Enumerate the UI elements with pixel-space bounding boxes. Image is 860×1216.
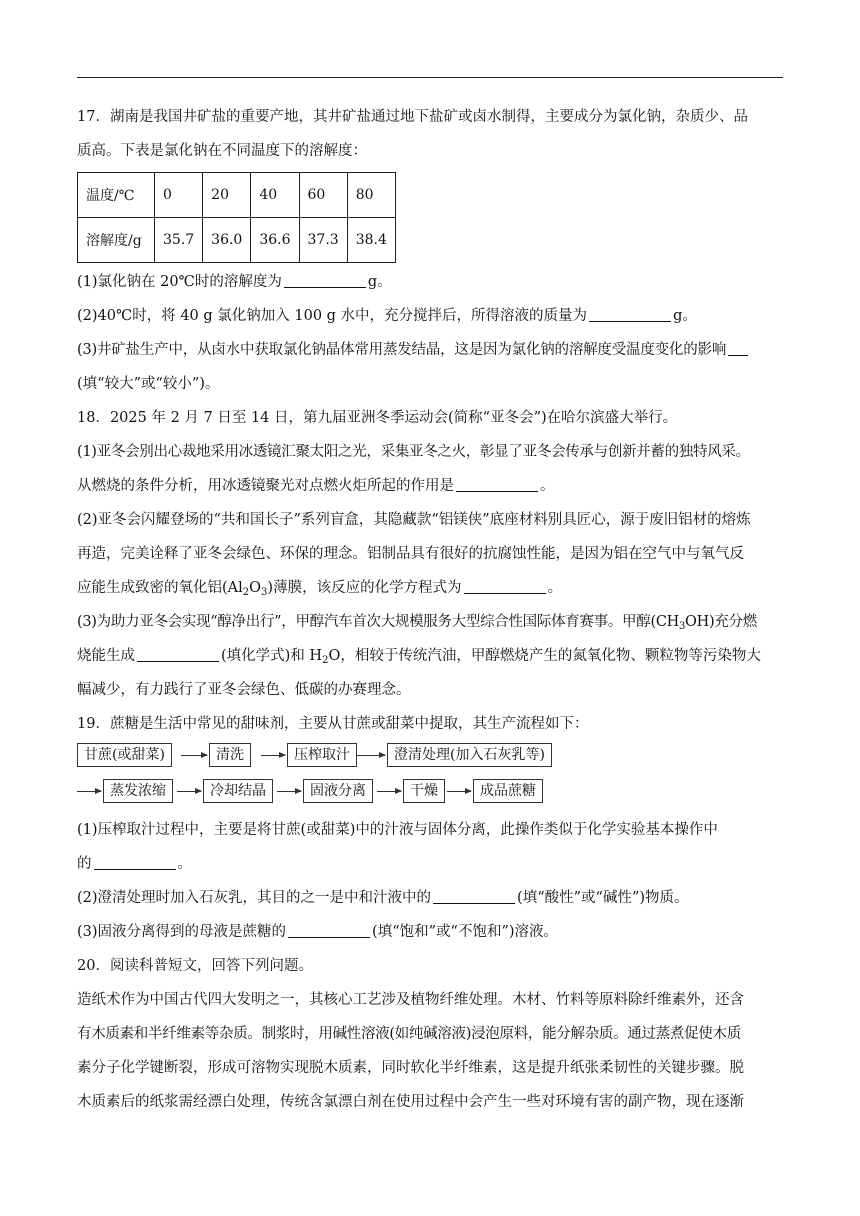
answer-blank[interactable] — [464, 579, 546, 594]
q19-part2 — [77, 881, 783, 915]
q18-part3-text-b: OH)充分燃 — [685, 614, 757, 630]
flow-step-press: 压榨取汁 — [287, 743, 357, 767]
answer-blank[interactable] — [94, 855, 176, 870]
q18-part1-text: 从燃烧的条件分析，用冰透镜聚光对点燃火炬所起的作用是 — [77, 478, 454, 494]
q18-part2-end: 。 — [547, 580, 563, 596]
answer-blank[interactable] — [456, 477, 538, 492]
table-cell: 0 — [155, 173, 203, 218]
q17-part2 — [77, 299, 783, 333]
flow-arrow — [447, 791, 471, 792]
q18-part3-line1 — [77, 605, 783, 639]
q20-passage-line3: 素分子化学键断裂，形成可溶物实现脱木质素，同时软化半纤维素，这是提升纸张柔韧性的关键步骤。脱 — [77, 1060, 744, 1076]
flow-step-product: 成品蔗糖 — [473, 779, 543, 803]
q18-part3-text-d: (填化学式)和 H — [221, 648, 323, 664]
flow-arrow — [277, 791, 301, 792]
q17-part1-text: (1)氯化钠在 20℃时的溶解度为 — [77, 274, 282, 290]
q17-stem-line2: 质高。下表是氯化钠在不同温度下的溶解度： — [77, 143, 367, 159]
q19-part1-line2 — [77, 847, 783, 881]
q17-part3-text: (3)井矿盐生产中，从卤水中获取氯化钠晶体常用蒸发结晶，这是因为氯化钠的溶解度受温度变化的影响 — [77, 342, 727, 358]
q18-part2-line1: (2)亚冬会闪耀登场的“共和国长子”系列盲盒，其隐藏款“铝镁侠”底座材料别具匠心，源于废旧铝材的熔炼 — [77, 512, 751, 528]
flow-step-clarify: 澄清处理(加入石灰乳等) — [387, 743, 552, 767]
q17-part3 — [77, 333, 783, 367]
q19-part3-text: (3)固液分离得到的母液是蔗糖的 — [77, 924, 287, 940]
q18-part2-text-c: )薄膜，该反应的化学方程式为 — [267, 580, 462, 596]
table-row — [78, 173, 396, 218]
q20-passage-line2: 有木质素和半纤维素等杂质。制浆时，用碱性溶液(如纯碱溶液)浸泡原料，能分解杂质。通过蒸煮促使木质 — [77, 1026, 741, 1042]
q17-part2-text: (2)40℃时，将 40 g 氯化钠加入 100 g 水中，充分搅拌后，所得溶液的质量为 — [77, 308, 588, 324]
table-cell: 36.0 — [203, 218, 251, 263]
q19-part2-text: (2)澄清处理时加入石灰乳，其目的之一是中和汁液中的 — [77, 890, 432, 906]
q19-part2-hint: (填“酸性”或“碱性”)物质。 — [517, 890, 689, 906]
q20-passage-line4: 木质素后的纸浆需经漂白处理，传统含氯漂白剂在使用过程中会产生一些对环境有害的副产物，现在逐渐 — [77, 1094, 744, 1110]
q18-part1-line2 — [77, 469, 783, 503]
q18-part3-text-e: O，相较于传统汽油，甲醇燃烧产生的氮氧化物、颗粒物等污染物大 — [328, 648, 761, 664]
q20-passage-line1: 造纸术作为中国古代四大发明之一，其核心工艺涉及植物纤维处理。木材、竹料等原料除纤维素外，还含 — [77, 992, 744, 1008]
flow-arrow — [261, 755, 285, 756]
flow-step-wash: 清洗 — [209, 743, 251, 767]
q19-part3 — [77, 915, 783, 949]
answer-blank[interactable] — [284, 273, 366, 288]
q18-part3-line2 — [77, 639, 783, 673]
table-row — [78, 218, 396, 263]
q18-part2-text-b: O — [249, 580, 262, 596]
q18-part2-line3 — [77, 571, 783, 605]
q18-part3-text-a: (3)为助力亚冬会实现“醇净出行”，甲醇汽车首次大规模服务大型综合性国际体育赛事。甲醇(CH — [77, 614, 679, 630]
header-rule — [77, 77, 783, 78]
flow-arrow — [77, 791, 101, 792]
flow-step-crystallize: 冷却结晶 — [203, 779, 273, 803]
answer-blank[interactable] — [589, 307, 671, 322]
q19-part1-text: 的 — [77, 856, 92, 872]
flow-arrow — [181, 755, 207, 756]
q18-part2-text-a: 应能生成致密的氧化铝(Al — [77, 580, 243, 596]
table-header-temperature: 温度/℃ — [78, 173, 155, 218]
table-cell: 36.6 — [251, 218, 299, 263]
table-cell: 35.7 — [155, 218, 203, 263]
flow-arrow — [357, 755, 385, 756]
flow-step-separate: 固液分离 — [303, 779, 373, 803]
document-page — [77, 100, 783, 1119]
solubility-table — [77, 172, 396, 263]
answer-blank[interactable] — [728, 341, 748, 356]
subscript: 2 — [322, 655, 329, 666]
q17-part1-unit: g。 — [367, 274, 392, 290]
subscript: 3 — [261, 587, 268, 598]
answer-blank[interactable] — [137, 647, 219, 662]
table-header-solubility: 溶解度/g — [78, 218, 155, 263]
table-cell: 80 — [347, 173, 395, 218]
q18-part1-line1: (1)亚冬会别出心裁地采用冰透镜汇聚太阳之光，采集亚冬之火，彰显了亚冬会传承与创新并蓄的独特风采。 — [77, 444, 750, 460]
table-cell: 37.3 — [299, 218, 347, 263]
flow-step-raw-material: 甘蔗(或甜菜) — [77, 743, 172, 767]
q18-stem: 18．2025 年 2 月 7 日至 14 日，第九届亚洲冬季运动会(简称“亚冬会”)在哈尔滨盛大举行。 — [77, 410, 678, 426]
flow-arrow — [177, 791, 201, 792]
table-cell: 20 — [203, 173, 251, 218]
flow-arrow — [377, 791, 401, 792]
q17-part2-unit: g。 — [673, 308, 697, 324]
q18-part2-line2: 再造，完美诠释了亚冬会绿色、环保的理念。铝制品具有很好的抗腐蚀性能，是因为铝在空气中与氧气反 — [77, 546, 744, 562]
q17-stem-line1: 17．湖南是我国井矿盐的重要产地，其井矿盐通过地下盐矿或卤水制得，主要成分为氯化钠，杂质少、品 — [77, 109, 748, 125]
q17-part3-hint: (填“较大”或“较小”)。 — [77, 376, 220, 392]
answer-blank[interactable] — [433, 889, 515, 904]
q19-part3-hint: (填“饱和”或“不饱和”)溶液。 — [372, 924, 559, 940]
q20-stem: 20．阅读科普短文，回答下列问题。 — [77, 958, 313, 974]
q19-part1-line1: (1)压榨取汁过程中，主要是将甘蔗(或甜菜)中的汁液与固体分离，此操作类似于化学实验基本操作中 — [77, 822, 718, 838]
flow-step-evaporate: 蒸发浓缩 — [103, 779, 173, 803]
subscript: 3 — [678, 621, 686, 632]
sugar-production-flowchart — [77, 743, 783, 809]
q18-part3-text-c: 烧能生成 — [77, 648, 135, 664]
table-cell: 38.4 — [347, 218, 395, 263]
flow-step-dry: 干燥 — [403, 779, 445, 803]
answer-blank[interactable] — [288, 923, 370, 938]
q18-part1-end: 。 — [540, 478, 555, 494]
q18-part3-line3: 幅减少，有力践行了亚冬会绿色、低碳的办赛理念。 — [77, 682, 411, 698]
table-cell: 60 — [299, 173, 347, 218]
q17-part1 — [77, 265, 783, 299]
table-cell: 40 — [251, 173, 299, 218]
q19-part1-end: 。 — [177, 856, 192, 872]
q19-stem: 19．蔗糖是生活中常见的甜味剂，主要从甘蔗或甜菜中提取，其生产流程如下： — [77, 716, 589, 732]
subscript: 2 — [242, 587, 250, 598]
